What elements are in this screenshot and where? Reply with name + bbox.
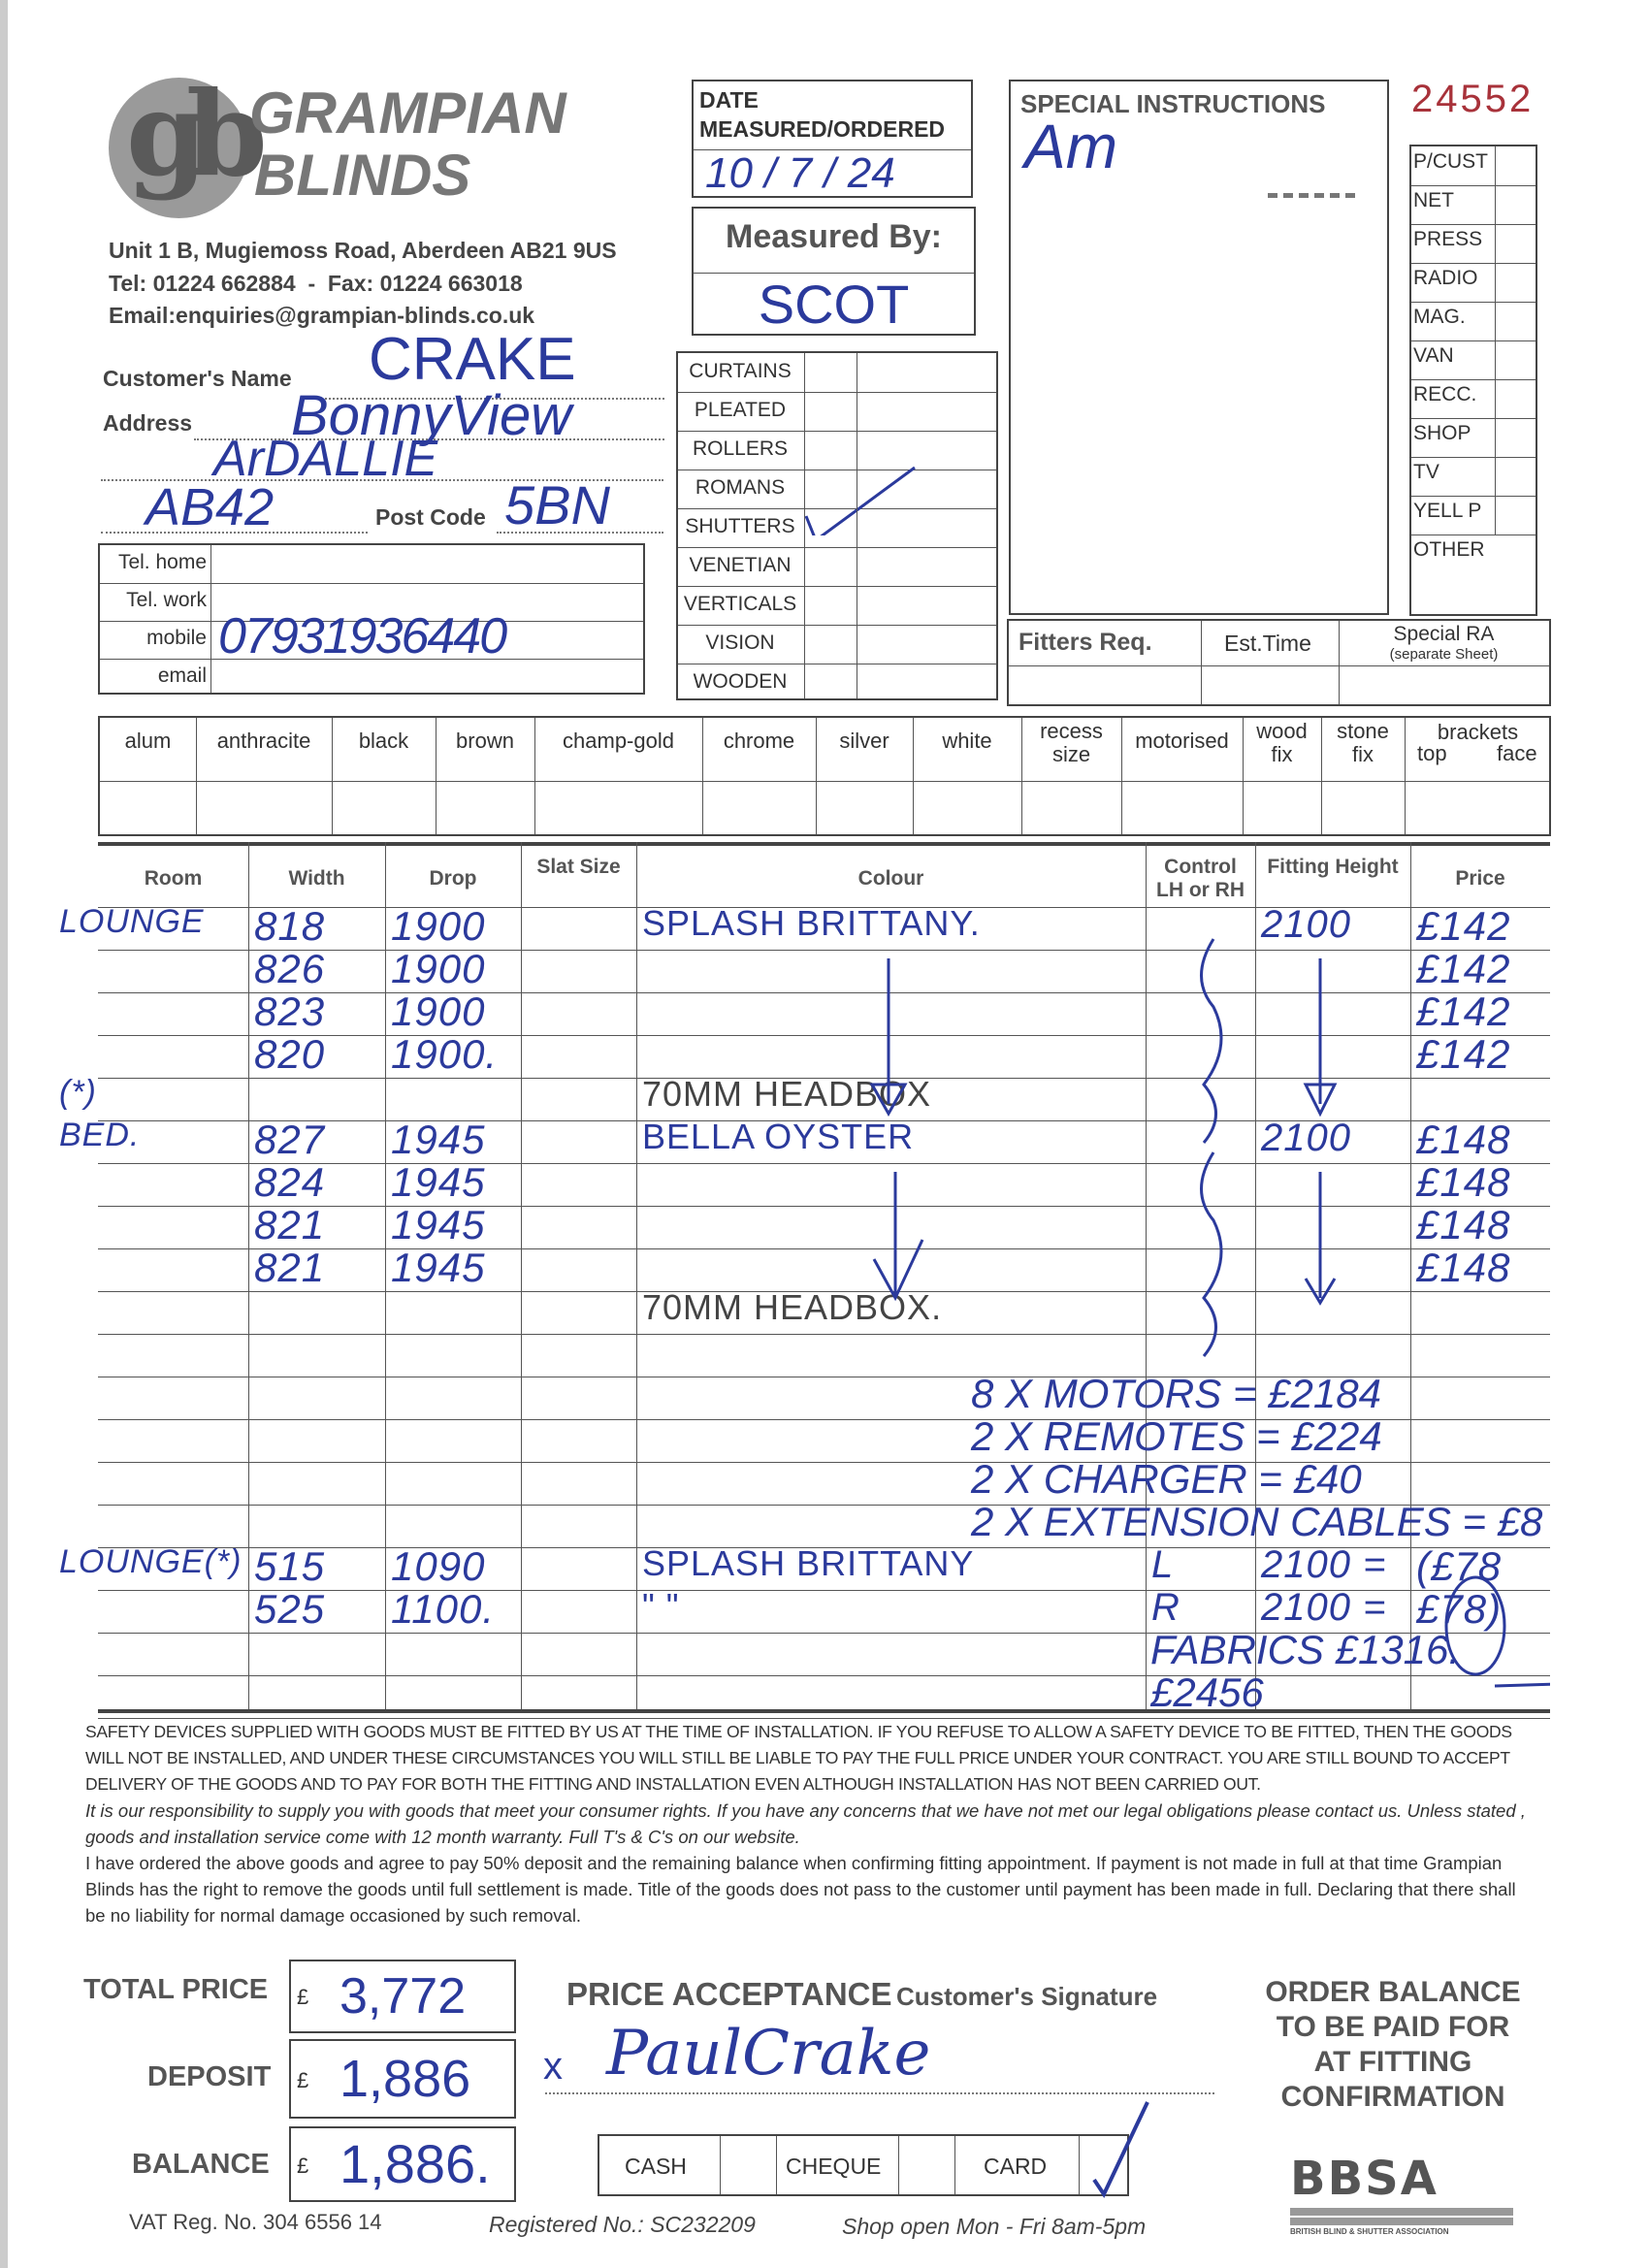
product-checkbox-curtains[interactable] xyxy=(804,353,857,392)
source-option-label: OTHER xyxy=(1413,538,1485,561)
date-value: 10 / 7 / 24 xyxy=(705,149,895,197)
product-checkbox-shutters[interactable] xyxy=(804,508,857,547)
source-checkbox[interactable] xyxy=(1495,224,1536,263)
order-number: 24552 xyxy=(1411,78,1535,120)
colour-option-label: alum xyxy=(124,729,172,753)
scan-edge xyxy=(0,0,8,2268)
postcode-label: Post Code xyxy=(375,504,486,530)
source-checklist xyxy=(1409,145,1537,616)
source-checkbox[interactable] xyxy=(1495,418,1536,457)
product-type-label: ROLLERS xyxy=(692,437,789,460)
brackets-top-label: top xyxy=(1417,741,1447,765)
colour-option-checkbox[interactable] xyxy=(332,782,436,834)
balance-box: £ 1,886. xyxy=(289,2126,516,2202)
customer-name-label: Customer's Name xyxy=(103,366,292,391)
cell-width: 525 xyxy=(254,1586,326,1632)
order-terms: I have ordered the above goods and agree to pay 50% deposit and the remaining balance when confirming fitting appointment. If payment is not made in full at that time Grampian Blinds has the right to remove the goods until full settlement is made. Title of the goods does not pass to the customer until payment has been made in full. Declaring that there shall be no liability for normal damage occasioned by such removal. xyxy=(85,1853,1516,1926)
deposit-box: £ 1,886 xyxy=(289,2039,516,2119)
colour-option-label: brown xyxy=(456,729,514,753)
consumer-rights-notice: It is our responsibility to supply you with goods that meet your consumer rights. If you have any concerns that we have not met our legal obligations please contact us. Unless stated , goods and installation service come with 12 month warranty. Full T's & C's on our website. xyxy=(85,1800,1526,1847)
customer-signature: PaulCrake xyxy=(606,2018,931,2090)
product-type-label: ROMANS xyxy=(695,476,786,499)
colour-option-checkbox[interactable] xyxy=(913,782,1021,834)
balance-label: BALANCE xyxy=(132,2149,270,2180)
source-option-label: P/CUST xyxy=(1413,150,1489,173)
colour-option-label: anthracite xyxy=(216,729,311,753)
special-instructions-box: SPECIAL INSTRUCTIONS Am xyxy=(1009,80,1389,615)
special-instructions-value: Am xyxy=(1024,112,1117,181)
source-checkbox[interactable] xyxy=(1495,496,1536,535)
deposit-label: DEPOSIT xyxy=(147,2061,272,2092)
cell-fitting: 2100 = xyxy=(1261,1543,1387,1586)
total-price-box: £ 3,772 xyxy=(289,1960,516,2033)
product-type-label: PLEATED xyxy=(694,399,787,421)
colour-option-checkbox[interactable] xyxy=(1321,782,1405,834)
column-header: Room xyxy=(144,867,203,890)
measured-by-value: SCOT xyxy=(758,274,910,335)
source-option-label: RADIO xyxy=(1413,267,1478,289)
postcode-value: 5BN xyxy=(504,474,610,535)
bbsa-logo: BBSA BRITISH BLIND & SHUTTER ASSOCIATION xyxy=(1290,2152,1513,2236)
registered-number: Registered No.: SC232209 xyxy=(489,2212,756,2237)
contact-label: Tel. home xyxy=(117,551,207,573)
colour-option-checkbox[interactable] xyxy=(1021,782,1121,834)
colour-option-label: white xyxy=(942,729,992,753)
cell-room: LOUNGE xyxy=(59,903,205,940)
cell-price: £142 xyxy=(1416,1031,1511,1077)
cell-extra: 2 X CHARGER = £40 xyxy=(971,1456,1362,1502)
address-line-1: BonnyView xyxy=(291,384,572,447)
colour-option-label: champ-gold xyxy=(563,729,674,753)
column-header: Fitting Height xyxy=(1267,856,1399,878)
brackets-face-label: face xyxy=(1497,741,1537,765)
source-option-label: PRESS xyxy=(1413,228,1483,250)
payment-cheque[interactable]: CHEQUE xyxy=(786,2154,882,2179)
order-balance-notice: ORDER BALANCE TO BE PAID FOR AT FITTING CONFIRMATION xyxy=(1265,1976,1521,2113)
product-type-table xyxy=(676,351,998,700)
company-name: GRAMPIAN xyxy=(249,81,566,146)
cell-colour: 70MM HEADBOX. xyxy=(642,1287,943,1327)
cell-colour: 70MM HEADBOX xyxy=(642,1074,932,1114)
colour-option-checkbox[interactable] xyxy=(1121,782,1243,834)
cell-price: £142 xyxy=(1416,903,1511,949)
brackets-label: brackets xyxy=(1437,720,1519,744)
order-lines-table xyxy=(59,842,1550,1715)
product-type-label: WOODEN xyxy=(693,670,788,693)
address-label: Address xyxy=(103,410,193,436)
source-option-label: TV xyxy=(1413,461,1439,483)
handwritten-arrows-icon xyxy=(98,842,1550,1711)
cell-width: 818 xyxy=(254,903,326,949)
cell-price: £142 xyxy=(1416,946,1511,991)
cell-drop: 1100. xyxy=(391,1586,495,1632)
colour-option-label: black xyxy=(358,729,409,753)
source-checkbox[interactable] xyxy=(1495,185,1536,224)
source-checkbox[interactable] xyxy=(1495,457,1536,496)
product-type-label: VENETIAN xyxy=(689,554,792,576)
cell-price: £142 xyxy=(1416,988,1511,1034)
card-checkmark-icon xyxy=(1075,2097,1152,2204)
cell-width: 823 xyxy=(254,988,326,1034)
product-checkbox-pleated[interactable] xyxy=(804,392,857,431)
signature-x-mark: x xyxy=(543,2045,563,2088)
column-header: Width xyxy=(288,867,345,890)
cell-extra: 2 X EXTENSION CABLES = £8 xyxy=(971,1499,1543,1544)
cell-control: L xyxy=(1151,1543,1175,1586)
source-checkbox[interactable] xyxy=(1495,302,1536,340)
cell-drop: 1945 xyxy=(391,1245,486,1290)
contact-table xyxy=(98,543,645,695)
colour-option-label: wood fix xyxy=(1256,719,1308,766)
address-line-3: AB42 xyxy=(146,478,275,536)
cell-price: £148 xyxy=(1416,1202,1511,1247)
product-checkbox-vision[interactable] xyxy=(804,625,857,664)
cell-room: BED. xyxy=(59,1117,141,1153)
payment-method-table xyxy=(598,2134,1129,2196)
cell-price: (£78 xyxy=(1416,1543,1503,1589)
product-type-label: VERTICALS xyxy=(683,593,797,615)
company-logo: gb GRAMPIAN BLINDS xyxy=(109,78,545,223)
cell-width: 821 xyxy=(254,1202,326,1247)
source-checkbox[interactable] xyxy=(1495,340,1536,379)
colour-options-table xyxy=(98,716,1551,836)
source-option-label: RECC. xyxy=(1413,383,1477,405)
colour-option-label: silver xyxy=(839,729,889,753)
product-checkbox-venetian[interactable] xyxy=(804,547,857,586)
balance-value: 1,886. xyxy=(340,2133,491,2194)
source-option-label: MAG. xyxy=(1413,306,1466,328)
payment-card[interactable]: CARD xyxy=(984,2154,1048,2179)
product-type-label: SHUTTERS xyxy=(685,515,795,537)
cell-drop: 1900. xyxy=(391,1031,499,1077)
safety-notice: SAFETY DEVICES SUPPLIED WITH GOODS MUST BE FITTED BY US AT THE TIME OF INSTALLATION. IF YOU REFUSE TO ALLOW A SAFETY DEVICE TO BE FITTED, THEN THE GOODS WILL NOT BE INSTALLED, AND UNDER THESE CIRCUMSTANCES YOU WILL STILL BE LIABLE TO PAY THE FULL PRICE UNDER YOUR CONTRACT. YOU ARE STILL BOUND TO ACCEPT DELIVERY OF THE GOODS AND TO PAY FOR BOTH THE FITTING AND INSTALLATION EVEN ALTHOUGH INSTALLATION HAS NOT BEEN CARRIED OUT. xyxy=(85,1722,1512,1794)
cell-drop: 1090 xyxy=(391,1543,486,1589)
source-checkbox[interactable] xyxy=(1495,146,1536,185)
company-address: Unit 1 B, Mugiemoss Road, Aberdeen AB21 9US xyxy=(109,238,617,263)
product-type-label: CURTAINS xyxy=(689,360,792,382)
cell-extra: 2 X REMOTES = £224 xyxy=(971,1413,1382,1459)
source-option-label: NET xyxy=(1413,189,1454,211)
cell-colour: " " xyxy=(642,1586,680,1626)
cell-price: £78) xyxy=(1416,1586,1503,1632)
colour-option-checkbox[interactable] xyxy=(534,782,702,834)
cell-price: £148 xyxy=(1416,1245,1511,1290)
source-option-label: SHOP xyxy=(1413,422,1471,444)
date-box: DATE MEASURED/ORDERED 10 / 7 / 24 xyxy=(692,80,973,198)
colour-option-label: motorised xyxy=(1135,729,1229,753)
cell-drop: 1900 xyxy=(391,903,486,949)
measured-by-box: Measured By: SCOT xyxy=(692,207,976,336)
source-checkbox[interactable] xyxy=(1495,379,1536,418)
colour-option-checkbox[interactable] xyxy=(816,782,913,834)
cell-drop: 1945 xyxy=(391,1159,486,1205)
contact-value-mobile[interactable]: 07931936440 xyxy=(218,608,506,664)
address-line-2: ArDALLIE xyxy=(213,431,438,487)
colour-option-checkbox[interactable] xyxy=(702,782,816,834)
cell-fitting: 2100 xyxy=(1261,1117,1351,1159)
column-header: Slat Size xyxy=(536,856,621,878)
total-price-label: TOTAL PRICE xyxy=(83,1974,269,2005)
product-type-label: VISION xyxy=(705,632,775,654)
cell-drop: 1900 xyxy=(391,946,486,991)
company-email: Email:enquiries@grampian-blinds.co.uk xyxy=(109,303,535,328)
colour-option-label: recess size xyxy=(1040,719,1103,766)
colour-option-label: chrome xyxy=(723,729,795,753)
cell-control: R xyxy=(1151,1586,1180,1629)
column-header: Price xyxy=(1455,867,1505,890)
cell-extra: 8 X MOTORS = £2184 xyxy=(971,1371,1381,1416)
price-acceptance-heading: PRICE ACCEPTANCE Customer's Signature xyxy=(566,1976,1158,2012)
colour-option-label: stone fix xyxy=(1337,719,1389,766)
shop-hours: Shop open Mon - Fri 8am-5pm xyxy=(842,2214,1147,2239)
colour-option-checkbox[interactable] xyxy=(196,782,332,834)
colour-option-checkbox[interactable] xyxy=(100,782,196,834)
company-tel: Tel: 01224 662884 - Fax: 01224 663018 xyxy=(109,271,523,296)
contact-label: Tel. work xyxy=(126,589,207,611)
column-header: Control LH or RH xyxy=(1156,856,1245,901)
payment-cash[interactable]: CASH xyxy=(625,2154,687,2179)
cell-extra: £2456 xyxy=(1150,1669,1264,1715)
checkmark-icon xyxy=(798,458,934,535)
cell-colour: SPLASH BRITTANY xyxy=(642,1543,975,1583)
column-header: Colour xyxy=(857,867,924,890)
cell-drop: 1945 xyxy=(391,1117,486,1162)
vat-number: VAT Reg. No. 304 6556 14 xyxy=(129,2210,382,2234)
cell-room: (*) xyxy=(59,1074,97,1111)
signature-line[interactable] xyxy=(545,2092,1214,2094)
cell-price: £148 xyxy=(1416,1159,1511,1205)
source-option-label: VAN xyxy=(1413,344,1454,367)
contact-label: mobile xyxy=(146,627,207,649)
cell-drop: 1945 xyxy=(391,1202,486,1247)
colour-option-checkbox[interactable] xyxy=(1243,782,1321,834)
cell-width: 821 xyxy=(254,1245,326,1290)
product-checkbox-wooden[interactable] xyxy=(804,664,857,702)
cell-fitting: 2100 = xyxy=(1261,1586,1387,1629)
cell-width: 515 xyxy=(254,1543,326,1589)
customer-name: CRAKE xyxy=(369,326,576,393)
colour-option-checkbox[interactable] xyxy=(436,782,534,834)
product-checkbox-verticals[interactable] xyxy=(804,586,857,625)
source-checkbox[interactable] xyxy=(1495,263,1536,302)
cell-price: £148 xyxy=(1416,1117,1511,1162)
total-price-value: 3,772 xyxy=(340,1968,467,2025)
cell-room: LOUNGE(*) xyxy=(59,1543,242,1580)
cell-width: 826 xyxy=(254,946,326,991)
cell-width: 820 xyxy=(254,1031,326,1077)
contact-label: email xyxy=(157,664,207,687)
cell-width: 827 xyxy=(254,1117,326,1162)
source-option-label: YELL P xyxy=(1413,500,1482,522)
cell-colour: BELLA OYSTER xyxy=(642,1117,915,1156)
cell-colour: SPLASH BRITTANY. xyxy=(642,903,981,943)
cell-drop: 1900 xyxy=(391,988,486,1034)
cell-extra: FABRICS £1316. xyxy=(1150,1627,1461,1672)
deposit-value: 1,886 xyxy=(340,2050,471,2108)
cell-fitting: 2100 xyxy=(1261,903,1351,946)
column-header: Drop xyxy=(429,867,477,890)
fitters-table: Fitters Req. Est.Time Special RA (separate Sheet) xyxy=(1007,619,1551,706)
cell-width: 824 xyxy=(254,1159,326,1205)
